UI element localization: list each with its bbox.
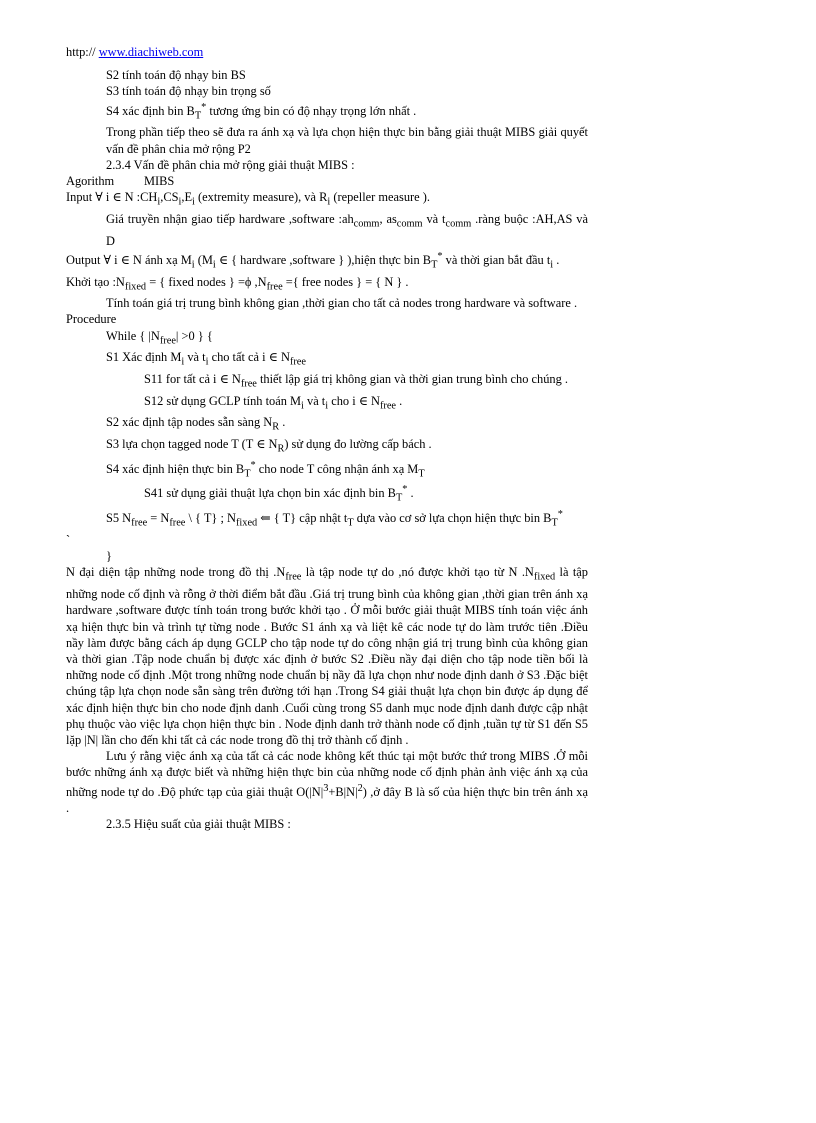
procedure-label: Procedure <box>66 312 117 327</box>
step-s1: S1 Xác định $M_i$ và $t_i$ cho tất cả i ∈ $N_{free}$ <box>106 350 306 368</box>
while-line: While { $|N_{free}| >0$ } { <box>106 328 213 347</box>
paragraph-note: Lưu ý rằng việc ánh xạ của tất cả các node không kết thúc tại một bước thứ trong MIBS .Ở mỗi bước những ánh xạ được biết và những hiện thực bin của những node cố định phản ảnh việc ánh xạ của những node tự do .Độ phức tạp của giải thuật $O(|N|^3+B|N|^2)$ ,ở đây B là số của hiện thực bin trên ánh xạ . <box>66 749 588 815</box>
page-header <box>66 44 588 60</box>
document-page <box>66 44 588 832</box>
algorithm-name: MIBS <box>144 174 175 189</box>
stray-mark: ` <box>66 533 71 548</box>
step-s3-intro: S3 tính toán độ nhạy bin trọng số <box>106 84 271 99</box>
section-heading-2-3-4: 2.3.4 Vấn đề phân chia mở rộng giải thuật MIBS : <box>106 157 355 172</box>
url-prefix: http:// <box>66 45 96 59</box>
paragraph-next-part: Trong phần tiếp theo sẽ đưa ra ánh xạ và lựa chọn hiện thực bin bằng giải thuật MIBS giải quyết vấn đề phân chia mở rộng P2 <box>106 125 588 156</box>
algorithm-label: Agorithm <box>66 174 115 189</box>
step-s11: S11 for tất cả i ∈ $N_{free}$ thiết lập giá trị không gian và thời gian trung bình cho chúng . <box>144 371 568 390</box>
compute-line: Tính toán giá trị trung bình không gian ,thời gian cho tất cả nodes trong hardware và software . <box>106 296 578 311</box>
init-line: Khởi tạo $:N_{fixed}$ = { fixed nodes } =ϕ $,N_{free}$ ={ free nodes } = { N } . <box>66 274 409 293</box>
closing-brace: } <box>106 549 112 564</box>
step-s12: S12 sử dụng GCLP tính toán $M_i$ và $t_i$ cho i ∈ $N_{free}$ . <box>144 393 403 412</box>
input-line: Input ∀ i ∈ N $:CH_i,CS_i,E_i$ (extremity measure), và $R_i$ (repeller measure ). <box>66 190 431 208</box>
step-s2-intro: S2 tính toán độ nhạy bin BS <box>106 68 246 83</box>
output-line: Output ∀ i ∈ N ánh xạ $M_i$ ($M_i$ ∈ { hardware ,software } ),hiện thực bin $B_T^*$ và thời gian bắt đầu $t_i$ . <box>66 250 560 271</box>
step-s2: S2 xác định tập nodes sẵn sàng $N_R$ . <box>106 415 286 433</box>
step-s4: S4 xác định hiện thực bin $B_T^*$ cho node T công nhận ánh xạ $M_T$ <box>106 459 425 480</box>
section-heading-2-3-5: 2.3.5 Hiệu suất của giải thuật MIBS : <box>106 817 291 832</box>
step-s4-intro: S4 xác định bin $B_T^*$ tương ứng bin có độ nhạy trọng lớn nhất . <box>106 101 417 122</box>
paragraph-explanation: N đại diện tập những node trong đồ thị $.N_{free}$ là tập node tự do ,nó được khởi tạo từ N $.N_{fixed}$ là tập những node cố định và rỗng ở thời điểm bắt đầu .Giá trị trung bình của không gian ,thời gian trên ánh xạ hardware ,software được tính toán trong bước khởi tạo . Ở mỗi bước giải thuật MIBS tính toán việc ánh xạ hiện thực bin và trình tự từng node . Bước S1 ánh xạ và liệt kê các node tự do làm trước tiên .Điều nầy làm được bằng cách áp dụng GCLP cho tập node tự do công nhận giá trị trung bình của không gian và thời gian .Tập node chuẩn bị được xác định ở bước S2 .Điều nầy đại diện cho tập node tiền bối là những node cố định .Một trong những node chuẩn bị nầy đã lựa chọn như node định danh ở S3 .Đặc biệt chúng tập lựa chọn node sẵn sàng trên đường tới hạn .Trong S4 giải thuật lựa chọn bin được áp dụng để xác định hiện thực bin cho node định danh .Cuối cùng trong S5 danh mục node định danh được cập nhật phụ thuộc vào việc lựa chọn hiện thực bin . Node định danh trở thành node cố định ,tuần tự từ S1 đến S5 lặp |N| lần cho đến khi tất cả các node trong đồ thị trở thành cố định . <box>66 565 588 747</box>
comm-cost-line: Giá truyền nhận giao tiếp hardware ,software $:ah_{comm}$, $as_{comm}$ và $t_{comm}$ .ràng buộc :AH,AS và D <box>106 211 588 248</box>
step-s5: S5 $N_{free} = N_{free}$ \ { T} ; $N_{fixed}$ ⇐ { T} cập nhật $t_T$ dựa vào cơ sở lựa chọn hiện thực bin $B_T^*$ <box>106 509 563 529</box>
step-s3: S3 lựa chọn tagged node T (T ∈ $N_R$) sử dụng đo lường cấp bách . <box>106 437 432 455</box>
step-s41: S41 sử dụng giải thuật lựa chọn bin xác định bin $B_T^*$ . <box>144 484 414 505</box>
website-link[interactable]: www.diachiweb.com <box>98 45 204 59</box>
algorithm-line <box>66 173 588 189</box>
